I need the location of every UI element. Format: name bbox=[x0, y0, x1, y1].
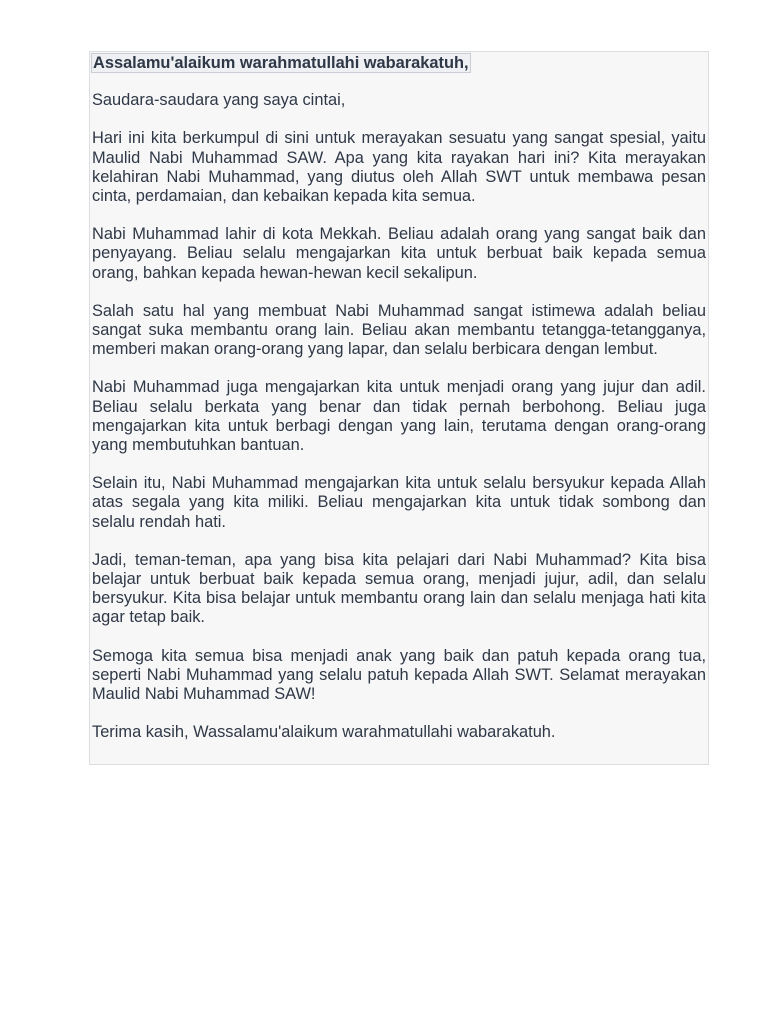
greeting-text: Assalamu'alaikum warahmatullahi wabarakatuh, bbox=[93, 54, 469, 72]
salutation: Saudara-saudara yang saya cintai, bbox=[92, 91, 346, 110]
paragraph-6: Jadi, teman-teman, apa yang bisa kita pelajari dari Nabi Muhammad? Kita bisa belajar untuk berbuat baik kepada semua orang, menjadi jujur, adil, dan selalu bersyukur. Kita bisa belajar untuk membantu orang lain dan selalu menjaga hati kita agar tetap baik. bbox=[92, 550, 706, 627]
paragraph-3: Salah satu hal yang membuat Nabi Muhammad sangat istimewa adalah beliau sangat suka membantu orang lain. Beliau akan membantu tetangga-tetangganya, memberi makan orang-orang yang lapar, dan selalu berbicara dengan lembut. bbox=[92, 301, 706, 359]
document-content bbox=[92, 53, 706, 742]
paragraph-4: Nabi Muhammad juga mengajarkan kita untuk menjadi orang yang jujur dan adil. Beliau selalu berkata yang benar dan tidak pernah berbohong. Beliau juga mengajarkan kita untuk berbagi dengan yang lain, terutama dengan orang-orang yang membutuhkan bantuan. bbox=[92, 378, 706, 455]
paragraph-7: Semoga kita semua bisa menjadi anak yang baik dan patuh kepada orang tua, seperti Nabi Muhammad yang selalu patuh kepada Allah SWT. Selamat merayakan Maulid Nabi Muhammad SAW! bbox=[92, 646, 706, 704]
paragraph-5: Selain itu, Nabi Muhammad mengajarkan kita untuk selalu bersyukur kepada Allah atas segala yang kita miliki. Beliau mengajarkan kita untuk tidak sombong dan selalu rendah hati. bbox=[92, 474, 706, 531]
paragraph-1: Hari ini kita berkumpul di sini untuk merayakan sesuatu yang sangat spesial, yaitu Maulid Nabi Muhammad SAW. Apa yang kita rayakan hari ini? Kita merayakan kelahiran Nabi Muhammad, yang diutus oleh Allah SWT untuk membawa pesan cinta, perdamaian, dan kebaikan kepada kita semua. bbox=[92, 129, 706, 206]
greeting-line bbox=[92, 53, 706, 73]
closing-line: Terima kasih, Wassalamu'alaikum warahmatullahi wabarakatuh. bbox=[92, 723, 556, 742]
paragraph-2: Nabi Muhammad lahir di kota Mekkah. Beliau adalah orang yang sangat baik dan penyayang. Beliau selalu mengajarkan kita untuk berbuat baik kepada semua orang, bahkan kepada hewan-hewan kecil sekalipun. bbox=[92, 225, 706, 282]
